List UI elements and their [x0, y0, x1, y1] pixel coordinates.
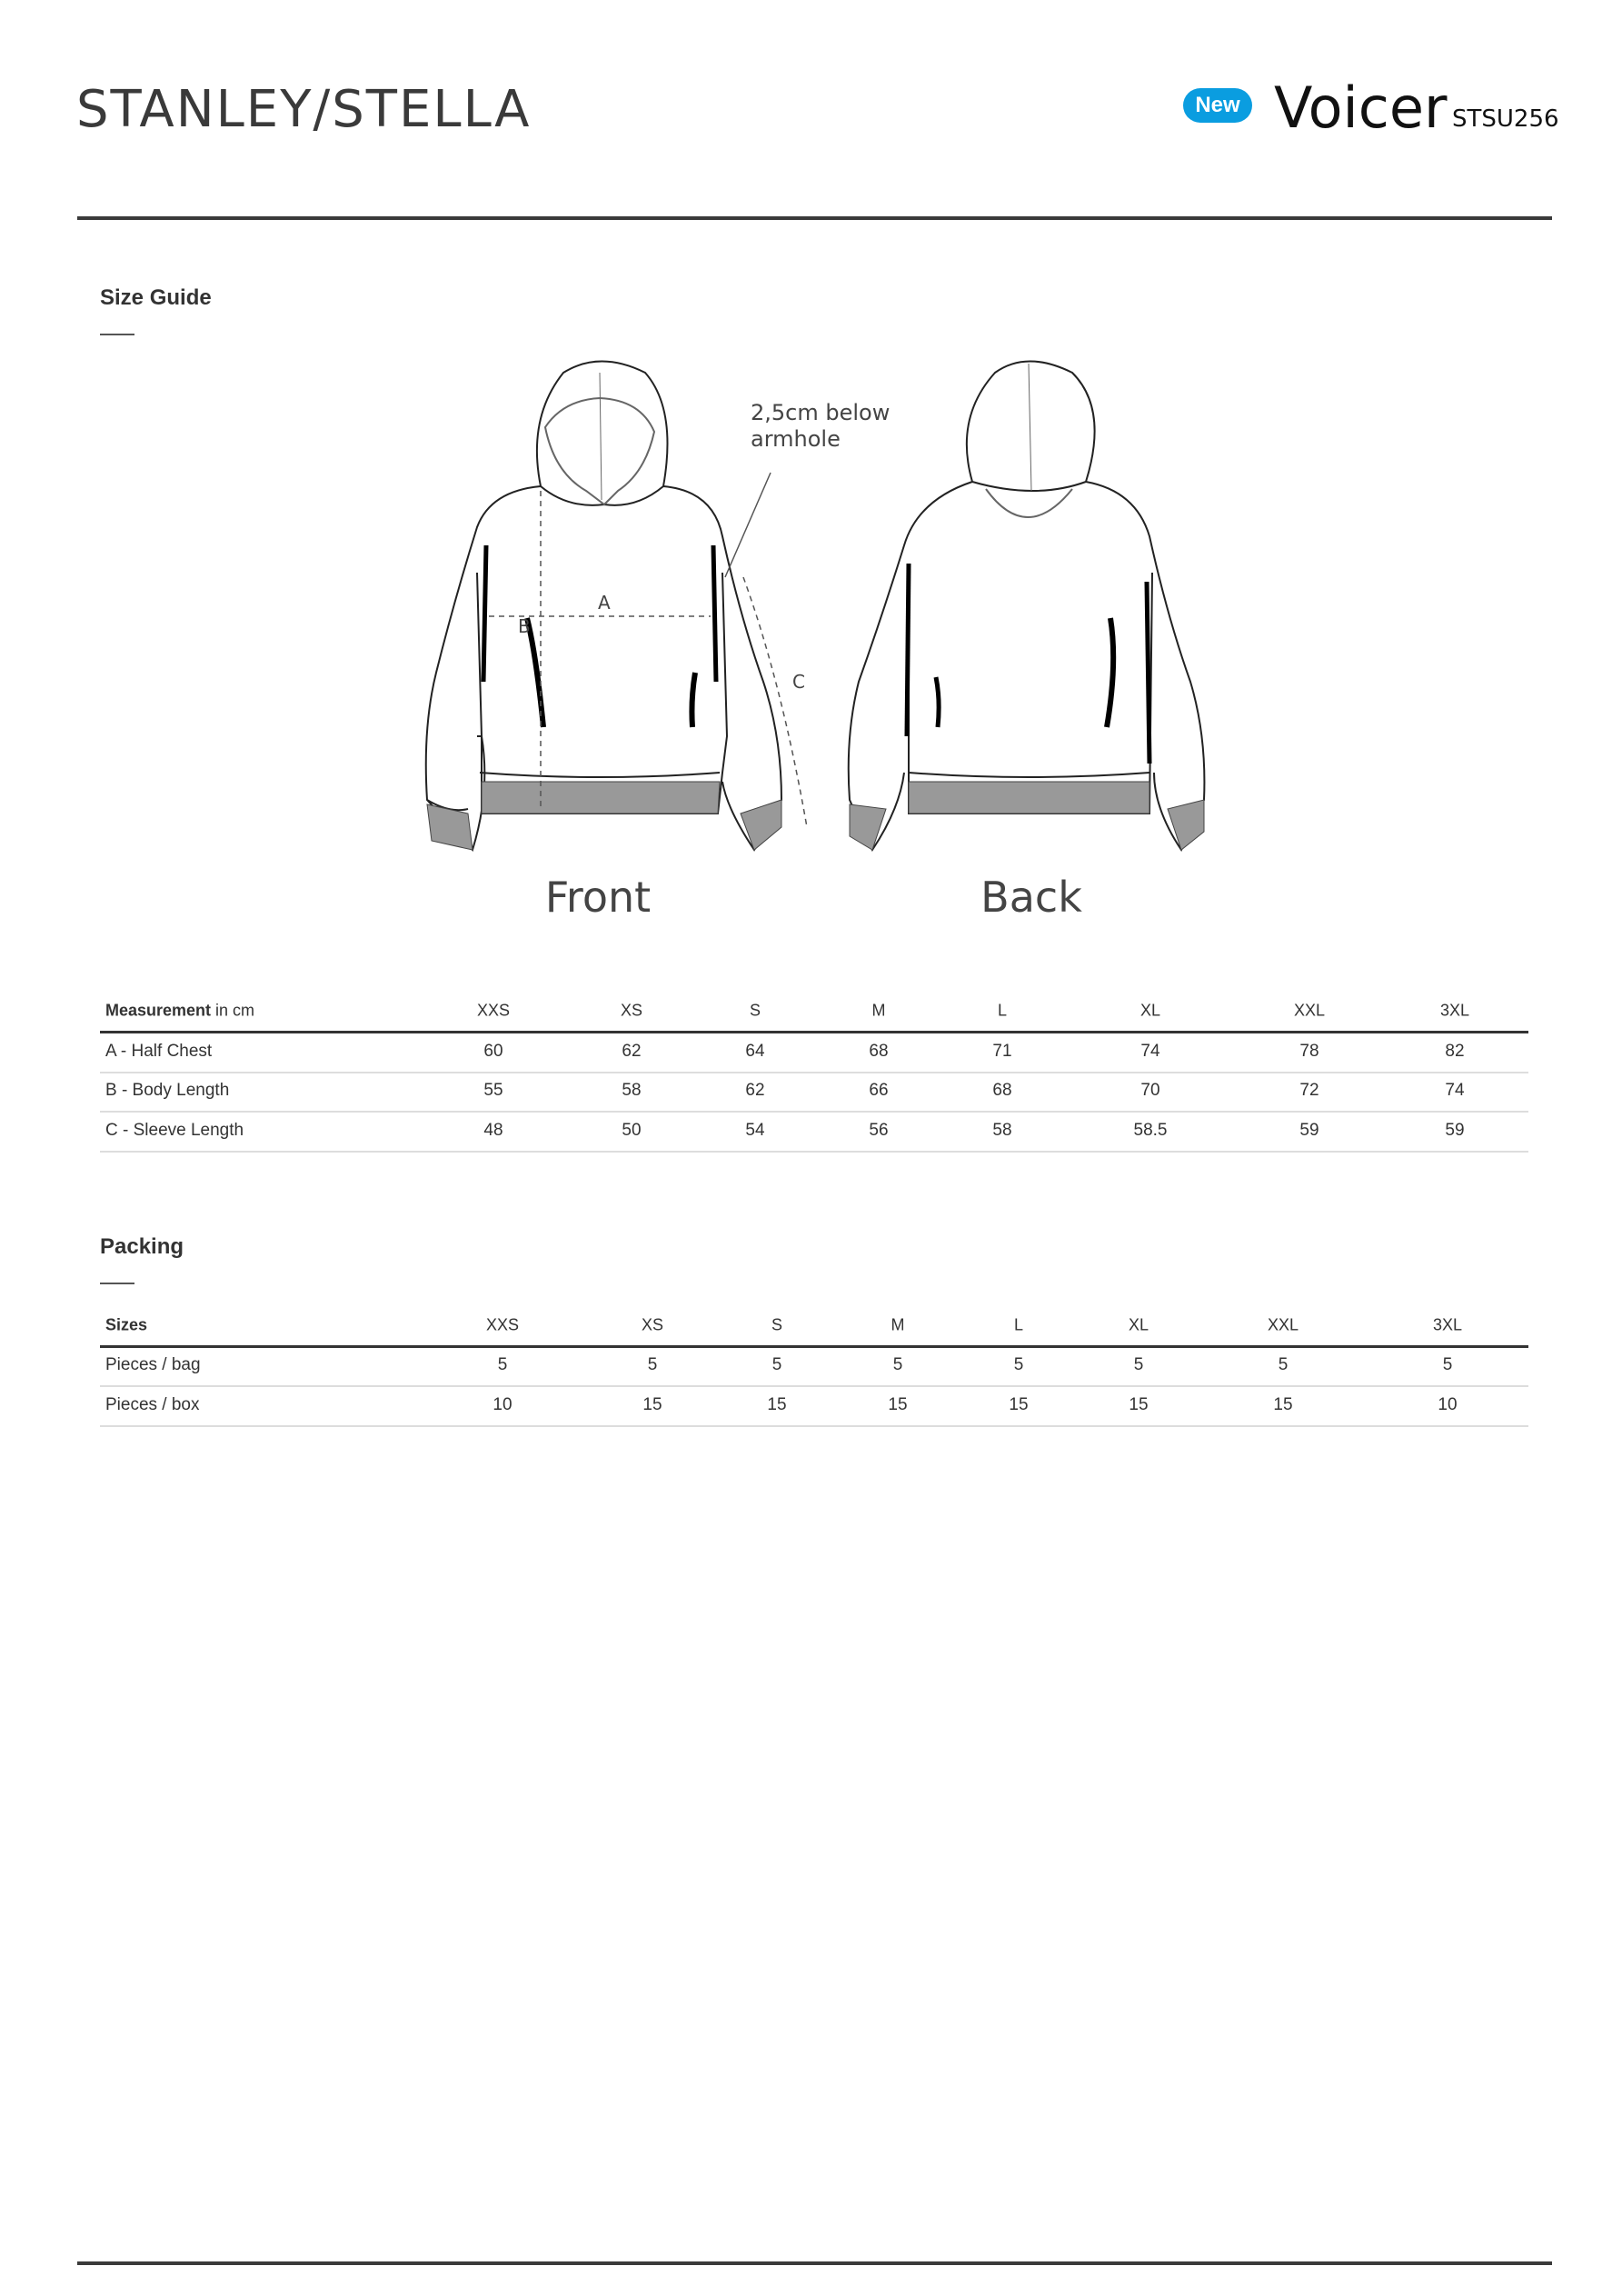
table-cell: 15: [767, 1395, 787, 1414]
size-header: 3XL: [1439, 1001, 1470, 1020]
table-cell: 72: [1299, 1081, 1319, 1100]
header-divider: [77, 216, 1552, 220]
row-label: C - Sleeve Length: [105, 1121, 244, 1140]
product-code: STSU256: [1452, 105, 1559, 133]
table-cell: 15: [642, 1395, 662, 1414]
dim-label-c: C: [792, 671, 805, 693]
table-cell: 5: [1278, 1355, 1289, 1374]
size-header: XXS: [476, 1001, 511, 1020]
table-cell: 48: [483, 1121, 503, 1140]
title-underline: [100, 334, 134, 335]
size-header: L: [997, 1001, 1008, 1020]
measurement-header: [105, 1002, 254, 1021]
size-header: M: [871, 1001, 886, 1020]
title-underline: [100, 1283, 134, 1284]
row-label: B - Body Length: [105, 1081, 230, 1100]
table-cell: 54: [745, 1121, 765, 1140]
table-cell: 10: [493, 1395, 512, 1414]
row-divider: [100, 1111, 1528, 1113]
size-header: XXL: [1293, 1001, 1326, 1020]
table-cell: 15: [888, 1395, 908, 1414]
row-divider: [100, 1072, 1528, 1073]
table-cell: 5: [497, 1355, 508, 1374]
size-guide-title: Size Guide: [100, 285, 212, 310]
size-header: XL: [1139, 1001, 1161, 1020]
table-cell: 5: [647, 1355, 658, 1374]
size-header: M: [891, 1315, 905, 1334]
table-cell: 60: [483, 1042, 503, 1061]
table-cell: 5: [771, 1355, 782, 1374]
table-cell: 78: [1299, 1042, 1319, 1061]
table-cell: 68: [869, 1042, 889, 1061]
table-cell: 58: [622, 1081, 642, 1100]
size-header: 3XL: [1432, 1315, 1463, 1334]
brand-logo: STANLEY/STELLA: [76, 80, 532, 139]
table-cell: 5: [1133, 1355, 1144, 1374]
table-cell: 55: [483, 1081, 503, 1100]
table-cell: 82: [1445, 1042, 1465, 1061]
packing-header: Sizes: [105, 1315, 148, 1334]
row-label: Pieces / bag: [105, 1355, 201, 1374]
size-header: XS: [641, 1315, 664, 1334]
table-header-divider: [100, 1345, 1528, 1348]
table-cell: 68: [992, 1081, 1012, 1100]
size-header: S: [749, 1001, 761, 1020]
table-cell: 70: [1140, 1081, 1160, 1100]
table-cell: 5: [1013, 1355, 1024, 1374]
annotation-line-2: armhole: [751, 426, 841, 452]
back-hoodie-illustration: [818, 354, 1254, 863]
table-cell: 5: [1442, 1355, 1453, 1374]
front-label: Front: [544, 873, 652, 922]
table-cell: 74: [1140, 1042, 1160, 1061]
table-cell: 59: [1445, 1121, 1465, 1140]
dim-label-b: B: [518, 615, 531, 637]
row-divider: [100, 1385, 1528, 1387]
packing-title: Packing: [100, 1234, 184, 1259]
size-header: XL: [1128, 1315, 1149, 1334]
dim-label-a: A: [598, 592, 611, 614]
measurement-header-bold: Measurement: [105, 1001, 212, 1020]
product-name: Voicer: [1274, 75, 1448, 141]
measurement-header-unit: in cm: [211, 1001, 255, 1020]
table-cell: 64: [745, 1042, 765, 1061]
table-cell: 71: [992, 1042, 1012, 1061]
size-header: XS: [620, 1001, 643, 1020]
size-header: S: [771, 1315, 783, 1334]
table-cell: 59: [1299, 1121, 1319, 1140]
row-divider: [100, 1151, 1528, 1153]
table-cell: 15: [1273, 1395, 1293, 1414]
new-badge: New: [1183, 88, 1252, 123]
back-label: Back: [980, 873, 1082, 922]
annotation-line-1: 2,5cm below: [751, 400, 891, 425]
table-cell: 15: [1129, 1395, 1149, 1414]
table-cell: 58.5: [1133, 1121, 1168, 1140]
table-cell: 15: [1009, 1395, 1029, 1414]
table-cell: 74: [1445, 1081, 1465, 1100]
size-header: XXL: [1267, 1315, 1299, 1334]
size-header: L: [1013, 1315, 1024, 1334]
footer-divider: [77, 2261, 1552, 2265]
table-cell: 62: [745, 1081, 765, 1100]
table-cell: 10: [1438, 1395, 1458, 1414]
table-cell: 56: [869, 1121, 889, 1140]
table-cell: 50: [622, 1121, 642, 1140]
table-header-divider: [100, 1031, 1528, 1033]
table-cell: 62: [622, 1042, 642, 1061]
table-cell: 66: [869, 1081, 889, 1100]
row-label: Pieces / box: [105, 1395, 200, 1414]
row-divider: [100, 1425, 1528, 1427]
size-header: XXS: [485, 1315, 520, 1334]
table-cell: 5: [892, 1355, 903, 1374]
row-label: A - Half Chest: [105, 1042, 213, 1061]
table-cell: 58: [992, 1121, 1012, 1140]
